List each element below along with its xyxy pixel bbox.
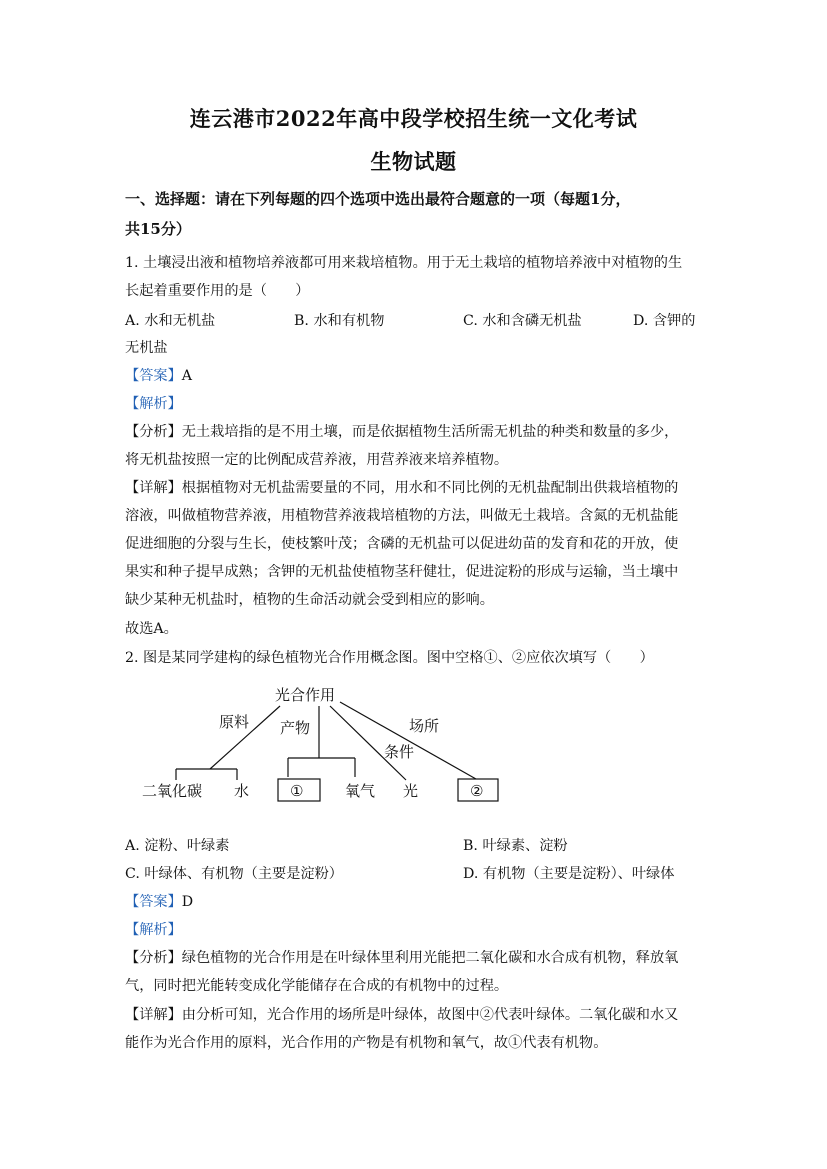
q1-detail-line4: 果实和种子提早成熟；含钾的无机盐使植物茎秆健壮，促进淀粉的形成与运输，当土壤中 <box>125 564 679 580</box>
page-title: 连云港市2022年高中段学校招生统一文化考试 <box>189 106 638 131</box>
section-heading-line2: 共15分） <box>125 220 191 238</box>
q2-fenxi-line2: 气，同时把光能转变成化学能储存在合成的有机物中的过程。 <box>125 978 509 994</box>
q1-option-c: C. 水和含磷无机盐 <box>463 313 582 329</box>
q1-answer <box>125 366 705 386</box>
diagram-label-condition: 条件 <box>384 743 415 761</box>
q2-option-a: A. 淀粉、叶绿素 <box>125 838 230 854</box>
q1-option-d: D. 含钾的 <box>633 313 696 329</box>
q2-option-b: B. 叶绿素、淀粉 <box>463 838 568 854</box>
diagram-node-oxygen: 氧气 <box>345 782 376 800</box>
q2-stem: 2. 图是某同学建构的绿色植物光合作用概念图。图中空格①、②应依次填写（ ） <box>125 650 654 666</box>
answer-tag: 【答案】 <box>125 894 182 910</box>
q2-detail-line2: 能作为光合作用的原料，光合作用的产物是有机物和氧气，故①代表有机物。 <box>125 1035 608 1051</box>
q1-detail-line2: 溶液，叫做植物营养液，用植物营养液栽培植物的方法，叫做无土栽培。含氮的无机盐能 <box>125 508 679 524</box>
page-subtitle: 生物试题 <box>370 149 457 174</box>
q1-stem-line2: 长起着重要作用的是（ ） <box>125 283 310 299</box>
q1-detail-line1: 【详解】根据植物对无机盐需要量的不同，用水和不同比例的无机盐配制出供栽培植物的 <box>125 480 679 496</box>
q1-fenxi-line2: 将无机盐按照一定的比例配成营养液，用营养液来培养植物。 <box>125 452 509 468</box>
diagram-line-place <box>340 702 476 779</box>
diagram-node-water: 水 <box>234 782 250 800</box>
q2-option-c: C. 叶绿体、有机物（主要是淀粉） <box>125 866 343 882</box>
detail-tag: 【详解】 <box>125 480 182 496</box>
answer-value: A <box>181 368 193 384</box>
diagram-root: 光合作用 <box>275 686 336 704</box>
q2-detail-line1: 【详解】由分析可知，光合作用的场所是叶绿体，故图中②代表叶绿体。二氧化碳和水又 <box>125 1007 679 1023</box>
q2-option-d: D. 有机物（主要是淀粉）、叶绿体 <box>463 866 675 882</box>
q1-option-a: A. 水和无机盐 <box>125 313 216 329</box>
q2-fenxi-line1: 【分析】绿色植物的光合作用是在叶绿体里利用光能把二氧化碳和水合成有机物，释放氧 <box>125 950 679 966</box>
q1-conclusion: 故选A。 <box>125 621 178 637</box>
q1-stem-line1: 1. 土壤浸出液和植物培养液都可用来栽培植物。用于无土栽培的植物培养液中对植物的生 <box>125 255 683 271</box>
diagram-node-blank2: ② <box>470 782 484 800</box>
q1-fenxi-line1: 【分析】无土栽培指的是不用土壤，而是依据植物生活所需无机盐的种类和数量的多少， <box>125 424 679 440</box>
q1-detail-line5: 缺少某种无机盐时，植物的生命活动就会受到相应的影响。 <box>125 592 494 608</box>
diagram-label-place: 场所 <box>409 717 440 735</box>
answer-value: D <box>181 894 194 910</box>
q2-analysis-tag: 【解析】 <box>125 922 182 938</box>
q1-option-d-cont: 无机盐 <box>125 340 168 356</box>
diagram-label-product: 产物 <box>280 719 311 737</box>
q1-analysis-tag: 【解析】 <box>125 396 182 412</box>
q1-detail-line3: 促进细胞的分裂与生长，使枝繁叶茂；含磷的无机盐可以促进幼苗的发育和花的开放，使 <box>125 536 679 552</box>
answer-tag: 【答案】 <box>125 368 182 384</box>
photosynthesis-concept-diagram <box>130 680 520 810</box>
detail-tag: 【详解】 <box>125 1007 182 1023</box>
section-heading-line1: 一、选择题：请在下列每题的四个选项中选出最符合题意的一项（每题1分， <box>125 190 631 208</box>
diagram-node-light: 光 <box>403 782 419 800</box>
q1-option-b: B. 水和有机物 <box>294 313 385 329</box>
fenxi-tag: 【分析】 <box>125 950 182 966</box>
diagram-node-co2: 二氧化碳 <box>142 782 203 800</box>
q2-answer <box>125 892 705 912</box>
fenxi-tag: 【分析】 <box>125 424 182 440</box>
diagram-node-blank1: ① <box>290 782 304 800</box>
diagram-label-raw: 原料 <box>219 713 250 731</box>
